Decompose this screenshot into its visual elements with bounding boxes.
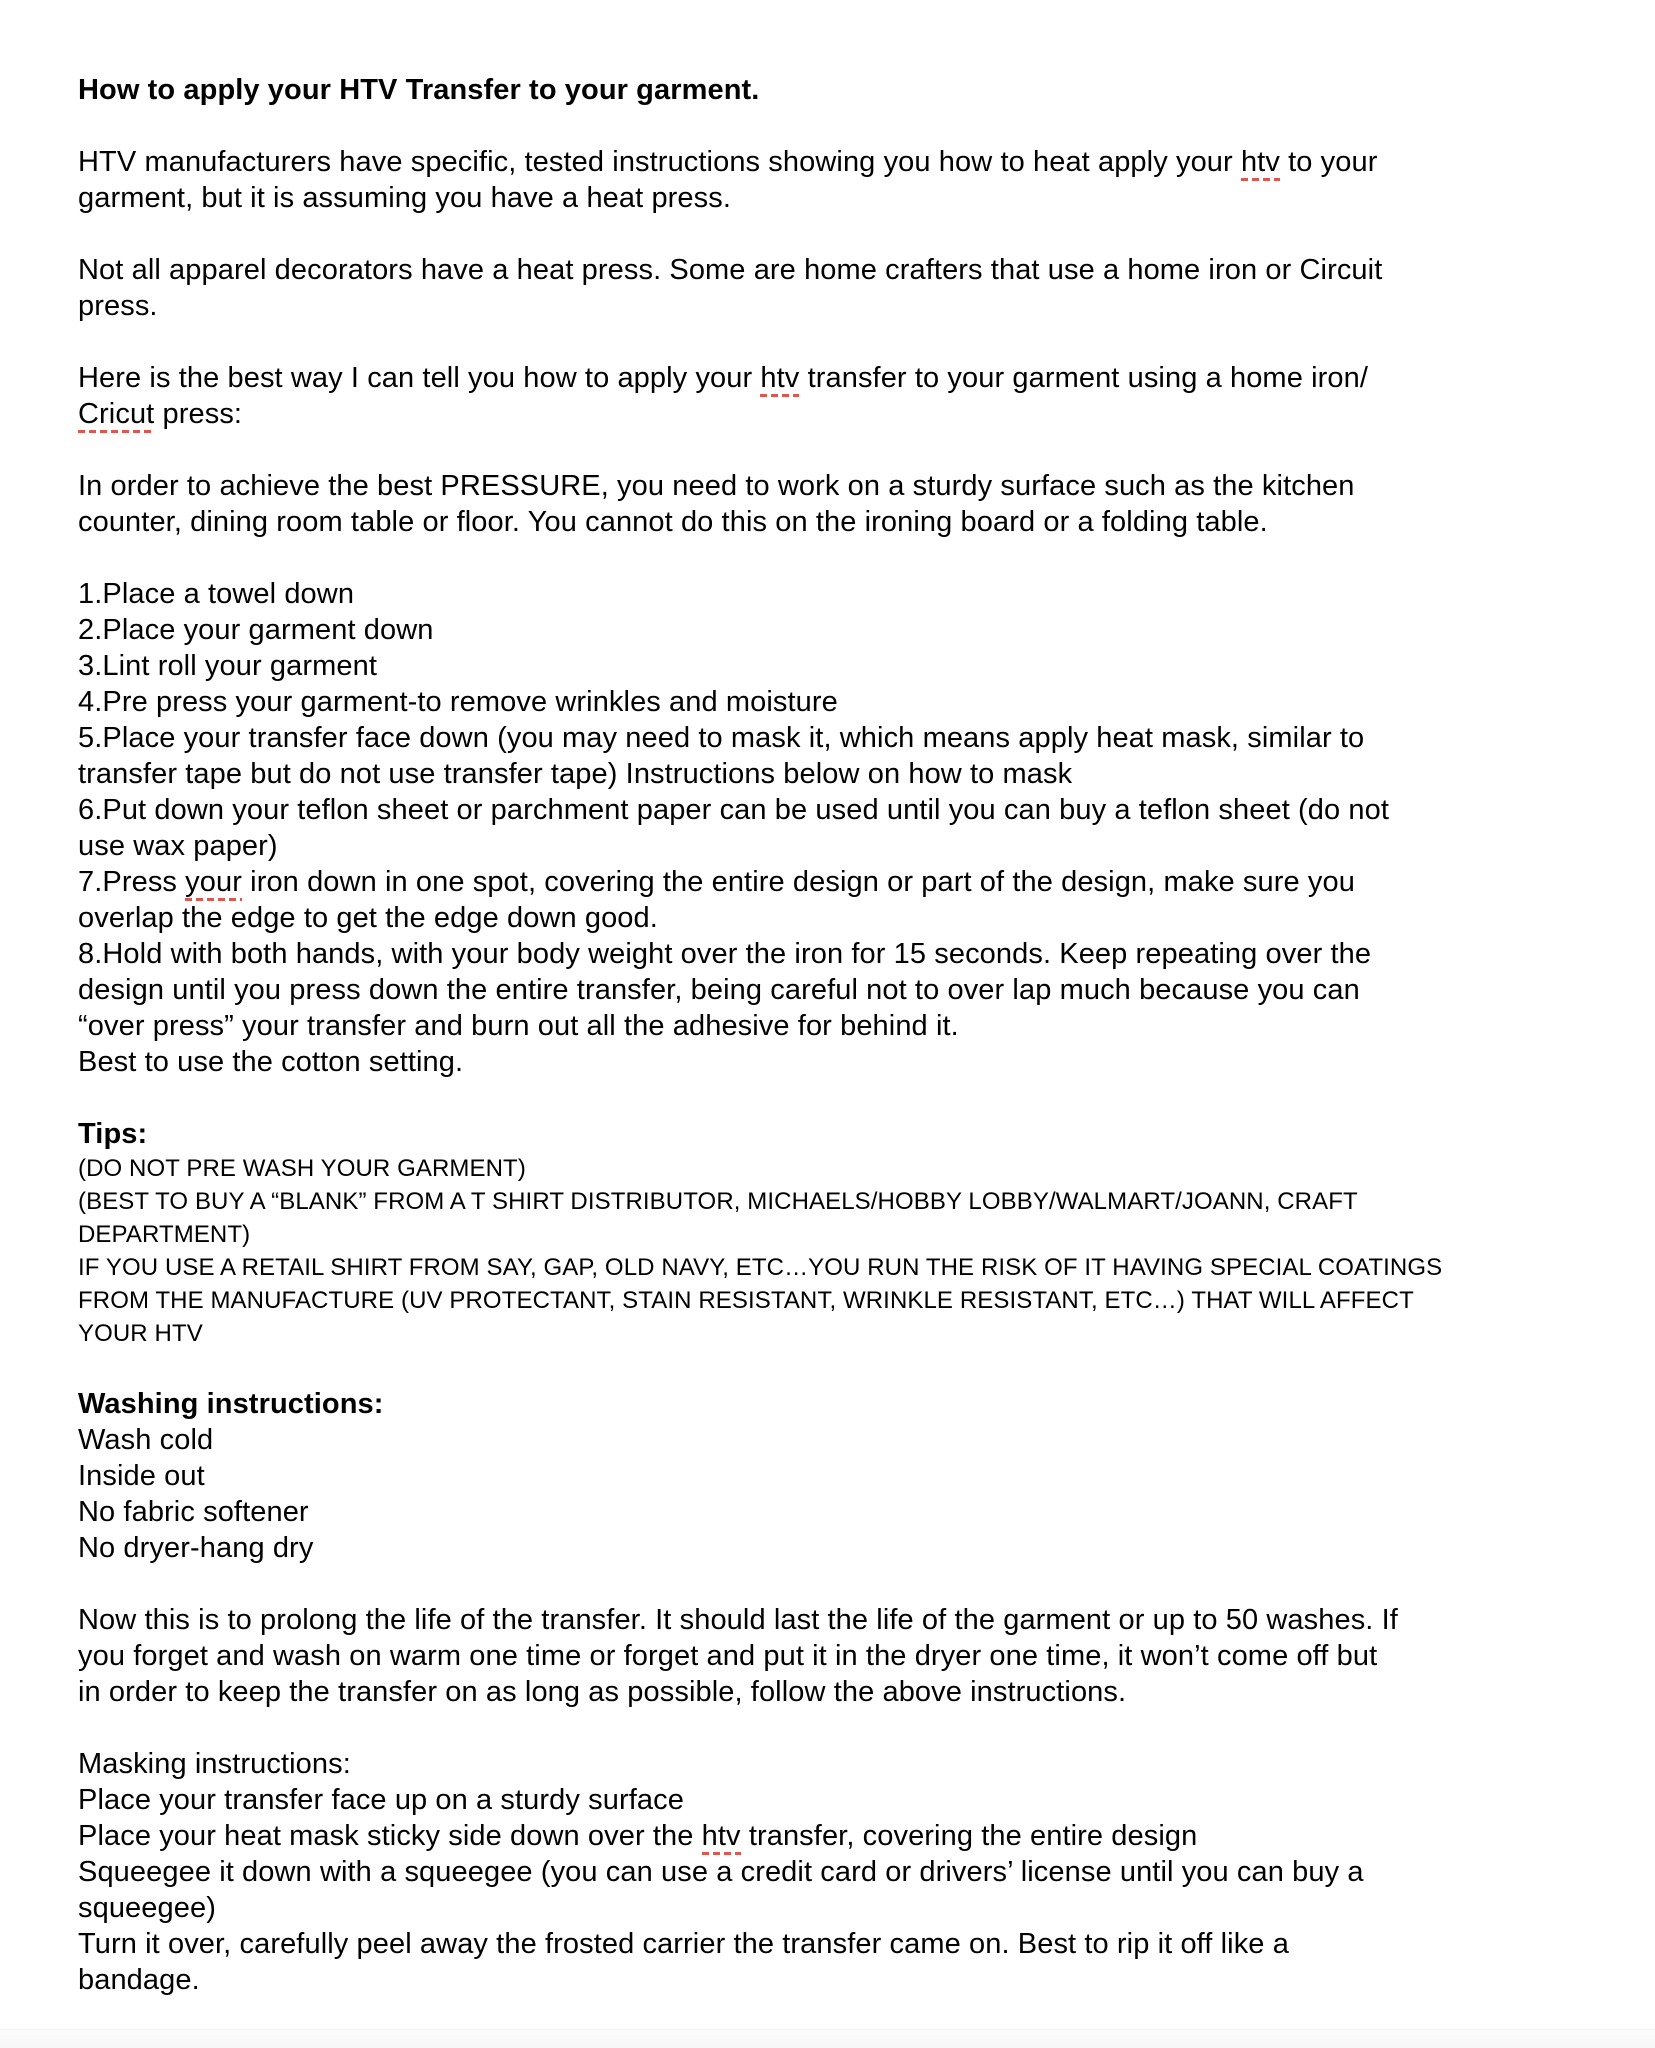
cotton-setting-note: Best to use the cotton setting.	[78, 1046, 464, 1078]
tips-heading: Tips:	[78, 1118, 148, 1150]
text-segment: HTV manufacturers have specific, tested instructions showing you how to heat apply your	[78, 146, 1241, 178]
text-segment: Here is the best way I can tell you how to apply your	[78, 362, 761, 394]
masking-line-1: Place your transfer face up on a sturdy surface	[78, 1784, 684, 1816]
step-1: 1.Place a towel down	[78, 578, 355, 610]
no-press-line-1: Not all apparel decorators have a heat press. Some are home crafters that use a home iron or Circuit	[78, 254, 1383, 286]
tips-line-5: FROM THE MANUFACTURE (UV PROTECTANT, STAIN RESISTANT, WRINKLE RESISTANT, ETC…) THAT WILL AFFECT	[78, 1287, 1414, 1314]
washing-line-1: Wash cold	[78, 1424, 214, 1456]
step-6-line-1: 6.Put down your teflon sheet or parchment paper can be used until you can buy a teflon sheet (do not	[78, 794, 1390, 826]
best-way-line-2	[78, 396, 1615, 432]
longevity-line-3: in order to keep the transfer on as long as possible, follow the above instructions.	[78, 1676, 1127, 1708]
best-way-line-1	[78, 360, 1615, 396]
doc-title: How to apply your HTV Transfer to your garment.	[78, 74, 760, 106]
step-8-line-1: 8.Hold with both hands, with your body weight over the iron for 15 seconds. Keep repeating over the	[78, 938, 1372, 970]
masking-heading: Masking instructions:	[78, 1748, 351, 1780]
text-segment: iron down in one spot, covering the entire design or part of the design, make sure you	[242, 866, 1355, 898]
masking-line-2	[78, 1818, 1615, 1854]
text-segment: to your	[1279, 146, 1378, 178]
step-8-line-2: design until you press down the entire transfer, being careful not to over lap much because you can	[78, 974, 1360, 1006]
intro-line-1	[78, 144, 1615, 180]
text-segment: transfer, covering the entire design	[740, 1820, 1198, 1852]
spellcheck-flagged-word: htv	[1241, 146, 1280, 182]
step-5-line-1: 5.Place your transfer face down (you may need to mask it, which means apply heat mask, similar to	[78, 722, 1365, 754]
step-5-line-2: transfer tape but do not use transfer tape) Instructions below on how to mask	[78, 758, 1073, 790]
pressure-line-1: In order to achieve the best PRESSURE, you need to work on a sturdy surface such as the kitchen	[78, 470, 1355, 502]
spellcheck-flagged-word: htv	[702, 1820, 741, 1856]
text-segment: 7.Press	[78, 866, 186, 898]
spellcheck-flagged-word: your	[185, 866, 242, 902]
step-7-line-1	[78, 864, 1615, 900]
intro-line-2: garment, but it is assuming you have a heat press.	[78, 182, 732, 214]
longevity-line-1: Now this is to prolong the life of the transfer. It should last the life of the garment or up to 50 washes. If	[78, 1604, 1398, 1636]
text-segment: transfer to your garment using a home iron/	[799, 362, 1368, 394]
masking-line-5: Turn it over, carefully peel away the frosted carrier the transfer came on. Best to rip it off like a	[78, 1928, 1289, 1960]
washing-line-4: No dryer-hang dry	[78, 1532, 314, 1564]
step-2: 2.Place your garment down	[78, 614, 434, 646]
no-press-line-2: press.	[78, 290, 158, 322]
step-8-line-3: “over press” your transfer and burn out all the adhesive for behind it.	[78, 1010, 959, 1042]
step-3: 3.Lint roll your garment	[78, 650, 377, 682]
tips-line-4: IF YOU USE A RETAIL SHIRT FROM SAY, GAP, OLD NAVY, ETC…YOU RUN THE RISK OF IT HAVING SPECIAL COATINGS	[78, 1254, 1443, 1281]
text-segment: press:	[154, 398, 243, 430]
pressure-line-2: counter, dining room table or floor. You cannot do this on the ironing board or a folding table.	[78, 506, 1268, 538]
masking-line-6: bandage.	[78, 1964, 200, 1996]
bottom-edge-bar	[0, 2029, 1655, 2048]
masking-line-3: Squeegee it down with a squeegee (you can use a credit card or drivers’ license until you can buy a	[78, 1856, 1364, 1888]
spellcheck-flagged-word: htv	[760, 362, 799, 398]
step-4: 4.Pre press your garment-to remove wrinkles and moisture	[78, 686, 838, 718]
washing-heading: Washing instructions:	[78, 1388, 384, 1420]
masking-line-4: squeegee)	[78, 1892, 216, 1924]
washing-line-2: Inside out	[78, 1460, 205, 1492]
tips-line-6: YOUR HTV	[78, 1320, 203, 1347]
spellcheck-flagged-word: Cricut	[78, 398, 154, 434]
step-7-line-2: overlap the edge to get the edge down good.	[78, 902, 658, 934]
washing-line-3: No fabric softener	[78, 1496, 309, 1528]
step-6-line-2: use wax paper)	[78, 830, 278, 862]
tips-line-2: (BEST TO BUY A “BLANK” FROM A T SHIRT DISTRIBUTOR, MICHAELS/HOBBY LOBBY/WALMART/JOANN, CRAFT	[78, 1188, 1358, 1215]
text-segment: Place your heat mask sticky side down over the	[78, 1820, 702, 1852]
tips-line-1: (DO NOT PRE WASH YOUR GARMENT)	[78, 1155, 526, 1182]
tips-line-3: DEPARTMENT)	[78, 1221, 251, 1248]
longevity-line-2: you forget and wash on warm one time or forget and put it in the dryer one time, it won’t come off but	[78, 1640, 1378, 1672]
